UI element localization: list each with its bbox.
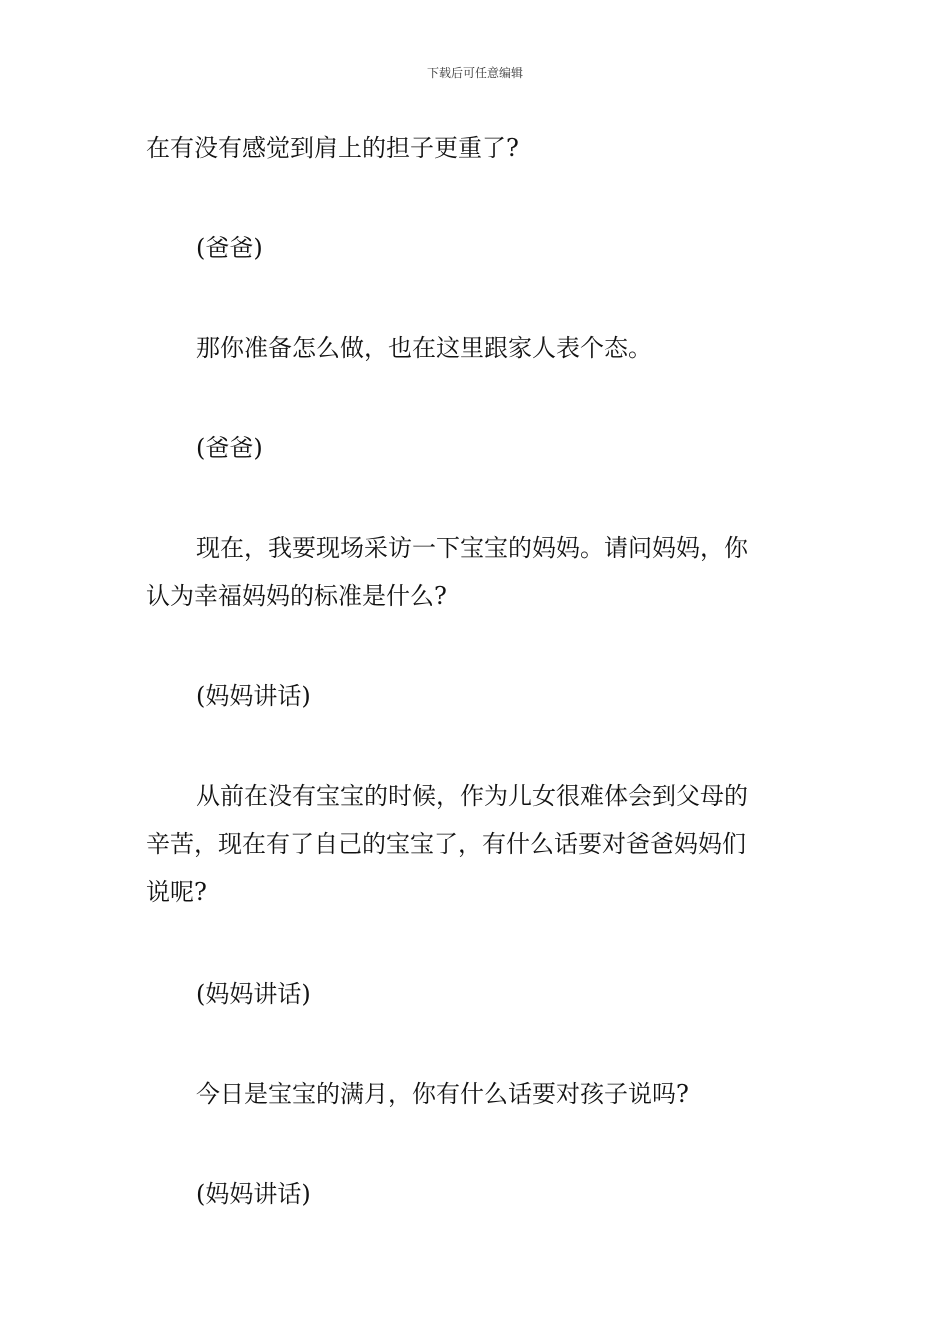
paragraph-speaker-note: [196, 970, 856, 1018]
paragraph-line: 从前在没有宝宝的时候，作为儿女很难体会到父母的: [196, 782, 748, 810]
paragraph-line: (爸爸): [196, 434, 263, 462]
paragraph-line: (妈妈讲话): [196, 1180, 311, 1208]
paragraph-line: 在有没有感觉到肩上的担子更重了?: [146, 134, 519, 162]
paragraph-speaker-note: [196, 1170, 856, 1218]
paragraph-line: 辛苦，现在有了自己的宝宝了，有什么话要对爸爸妈妈们: [146, 830, 746, 858]
paragraph-line: 说呢?: [146, 878, 207, 906]
paragraph-speaker-note: [196, 672, 856, 720]
paragraph-speaker-note: [196, 424, 856, 472]
paragraph-line: 现在，我要现场采访一下宝宝的妈妈。请问妈妈，你: [196, 534, 748, 562]
paragraph-line: 今日是宝宝的满月，你有什么话要对孩子说吗?: [196, 1080, 689, 1108]
paragraph-line: (妈妈讲话): [196, 980, 311, 1008]
paragraph-continuation: [146, 124, 806, 172]
page-header: 下载后可任意编辑: [426, 66, 523, 80]
paragraph-line: (妈妈讲话): [196, 682, 311, 710]
paragraph-line: (爸爸): [196, 234, 263, 262]
paragraph-question: [146, 524, 806, 620]
paragraph-speaker-note: [196, 224, 856, 272]
paragraph-question: [196, 1070, 856, 1118]
paragraph-line: 那你准备怎么做，也在这里跟家人表个态。: [196, 334, 652, 362]
paragraph-line: 认为幸福妈妈的标准是什么?: [146, 582, 447, 610]
paragraph-question: [146, 772, 806, 916]
paragraph-question: [196, 324, 856, 372]
